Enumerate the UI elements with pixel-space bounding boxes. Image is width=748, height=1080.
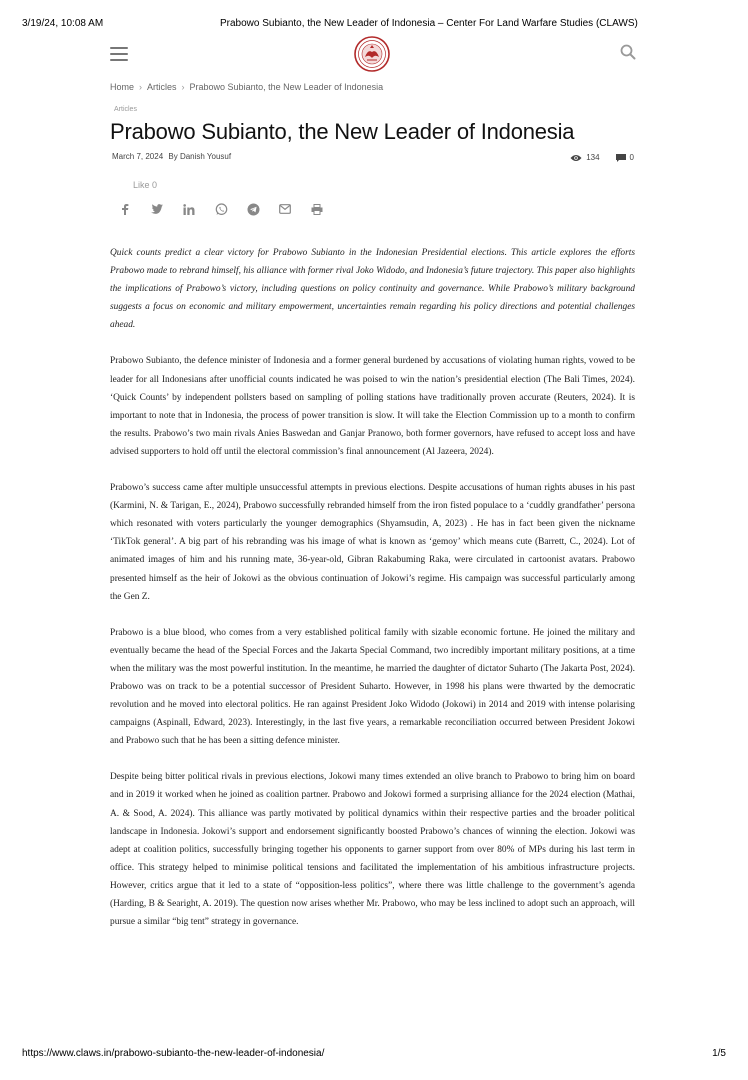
twitter-icon[interactable] <box>150 202 164 216</box>
category-tag[interactable]: Articles <box>114 106 137 113</box>
by-label: By <box>168 152 178 161</box>
comment-count[interactable] <box>616 153 634 162</box>
whatsapp-icon[interactable] <box>214 202 228 216</box>
site-header <box>110 36 636 74</box>
breadcrumb-current[interactable]: Prabowo Subianto, the New Leader of Indonesia <box>189 82 384 92</box>
article-meta <box>112 152 231 161</box>
linkedin-icon[interactable] <box>182 202 196 216</box>
body-paragraph-3: Prabowo is a blue blood, who comes from a very established political family with sizable economic fortune. He joined the military and eventually became the head of the Special Forces and the Jakarta Special Command, two incredibly important military positions, at a time when the military was the most powerful institution. In the meantime, he married the daughter of dictator Suharto (The Jakarta Post, 2024). Prabowo was on track to be a potential successor of President Suharto. However, in 1998 his plans were thwarted by the democratic revolution and he moved into electoral politics. He ran against President Joko Widodo (Jokowi) in 2014 and 2019 with intense polarising campaigns (Aspinall, Edward, 2023). Interestingly, in the last five years, a remarkable reconciliation occurred between President Jokowi and Prabowo such that he has been a sitting defence minister. <box>110 627 635 747</box>
body-paragraph-2: Prabowo’s success came after multiple unsuccessful attempts in previous elections. Despite accusations of human rights abuses in his past (Karmini, N. & Tarigan, E., 2024), Prabowo successfully rebranded himself from the iron fisted populace to a ‘cuddly grandfather’ persona which resonated with voters particularly the younger demographics (Shyamsudin, A, 2023) . He has in fact been given the nickname ‘TikTok general’. A big part of his rebranding was his image of what is known as ‘gemoy’ which means cute (Barrett, C., 2024). Lot of animated images of him and his running mate, 36-year-old, Gibran Rakabuming Raka, were circulated in cartoonist avatars. Prabowo presented himself as the heir of Jokowi as the obvious continuation of Jokowi’s regime. His campaign was successful particularly among the Gen Z. <box>110 483 635 602</box>
claws-logo[interactable] <box>354 36 390 72</box>
breadcrumb-home[interactable]: Home <box>110 82 135 92</box>
publish-date: March 7, 2024 <box>112 152 164 161</box>
body-paragraph-4: Despite being bitter political rivals in previous elections, Jokowi many times extended an olive branch to Prabowo to bring him on board and in 2019 it worked when he joined as coalition partner. Prabowo and Jokowi formed a surprising alliance for the 2024 election (Mathai, A. & Sood, A. 2024). This alliance was partly motivated by political dynamics within their respective parties and the broader political landscape in Indonesia. Jokowi’s support and endorsement significantly boosted Prabowo’s chances of winning the election. Jokowi was adept at coalition politics, successfully bringing together his opponents to garner support from over 80% of MPs during his last term in office. This strategy helped to minimise political tensions and facilitated the implementation of his ambitious infrastructure projects. However, critics argue that it led to a state of “opposition-less politics”, where there was little challenge to the government’s agenda (Harding, B & Searight, A. 2019). The question now arises whether Mr. Prabowo, who may be less inclined to adopt such an approach, will pursue a similar “big tent” strategy in governance. <box>110 772 635 928</box>
breadcrumb-separator: › <box>181 82 185 92</box>
body-paragraph-1: Prabowo Subianto, the defence minister of Indonesia and a former general burdened by accusations of violating human rights, vowed to be leader for all Indonesians after unofficial counts indicated he was poised to win the nation’s presidential election (The Bali Times, 2024). ‘Quick Counts’ by independent pollsters based on sampling of polling stations have traditionally proven accurate (Reuters, 2024). It is important to note that in Indonesia, the process of power transition is slow. It will take the Election Commission up to a month to confirm the results. Prabowo’s two main rivals Anies Baswedan and Ganjar Pranowo, both former governors, have refused to accept loss and have advised supporters to hold off until the electoral commission’s final announcement (Al Jazeera, 2024). <box>110 356 635 457</box>
view-count-value: 134 <box>586 153 600 162</box>
search-icon[interactable] <box>620 44 636 60</box>
print-page-number: 1/5 <box>712 1048 726 1059</box>
print-document-title: Prabowo Subianto, the New Leader of Indonesia – Center For Land Warfare Studies (CLAWS) <box>220 18 638 29</box>
breadcrumb <box>110 82 383 92</box>
share-bar <box>118 202 342 216</box>
article-stats <box>570 153 634 162</box>
email-icon[interactable] <box>278 202 292 216</box>
view-count <box>570 153 599 162</box>
eye-icon <box>570 154 582 162</box>
telegram-icon[interactable] <box>246 202 260 216</box>
print-header <box>22 18 726 32</box>
author-link[interactable]: Danish Yousuf <box>179 152 232 161</box>
print-url: https://www.claws.in/prabowo-subianto-the-new-leader-of-indonesia/ <box>22 1048 325 1059</box>
facebook-icon[interactable] <box>118 202 132 216</box>
breadcrumb-articles[interactable]: Articles <box>147 82 177 92</box>
article-body <box>110 244 635 949</box>
article-abstract: Quick counts predict a clear victory for Prabowo Subianto in the Indonesian Presidential elections. This article explores the efforts Prabowo made to rebrand himself, his alliance with former rival Joko Widodo, and Indonesia’s future trajectory. This paper also highlights the implications of Prabowo’s victory, including questions on policy continuity and governance. While Prabowo’s military background suggests a focus on economic and military empowerment, uncertainties remain regarding his policy directions and potential challenges ahead. <box>110 248 635 331</box>
article-title: Prabowo Subianto, the New Leader of Indonesia <box>110 119 575 144</box>
comment-icon <box>616 154 626 162</box>
breadcrumb-separator: › <box>139 82 143 92</box>
like-button[interactable]: Like 0 <box>133 180 158 190</box>
hamburger-menu-icon[interactable] <box>110 47 128 61</box>
print-footer <box>22 1048 726 1062</box>
print-icon[interactable] <box>310 202 324 216</box>
print-date: 3/19/24, 10:08 AM <box>22 18 104 29</box>
comment-count-value: 0 <box>629 153 634 162</box>
